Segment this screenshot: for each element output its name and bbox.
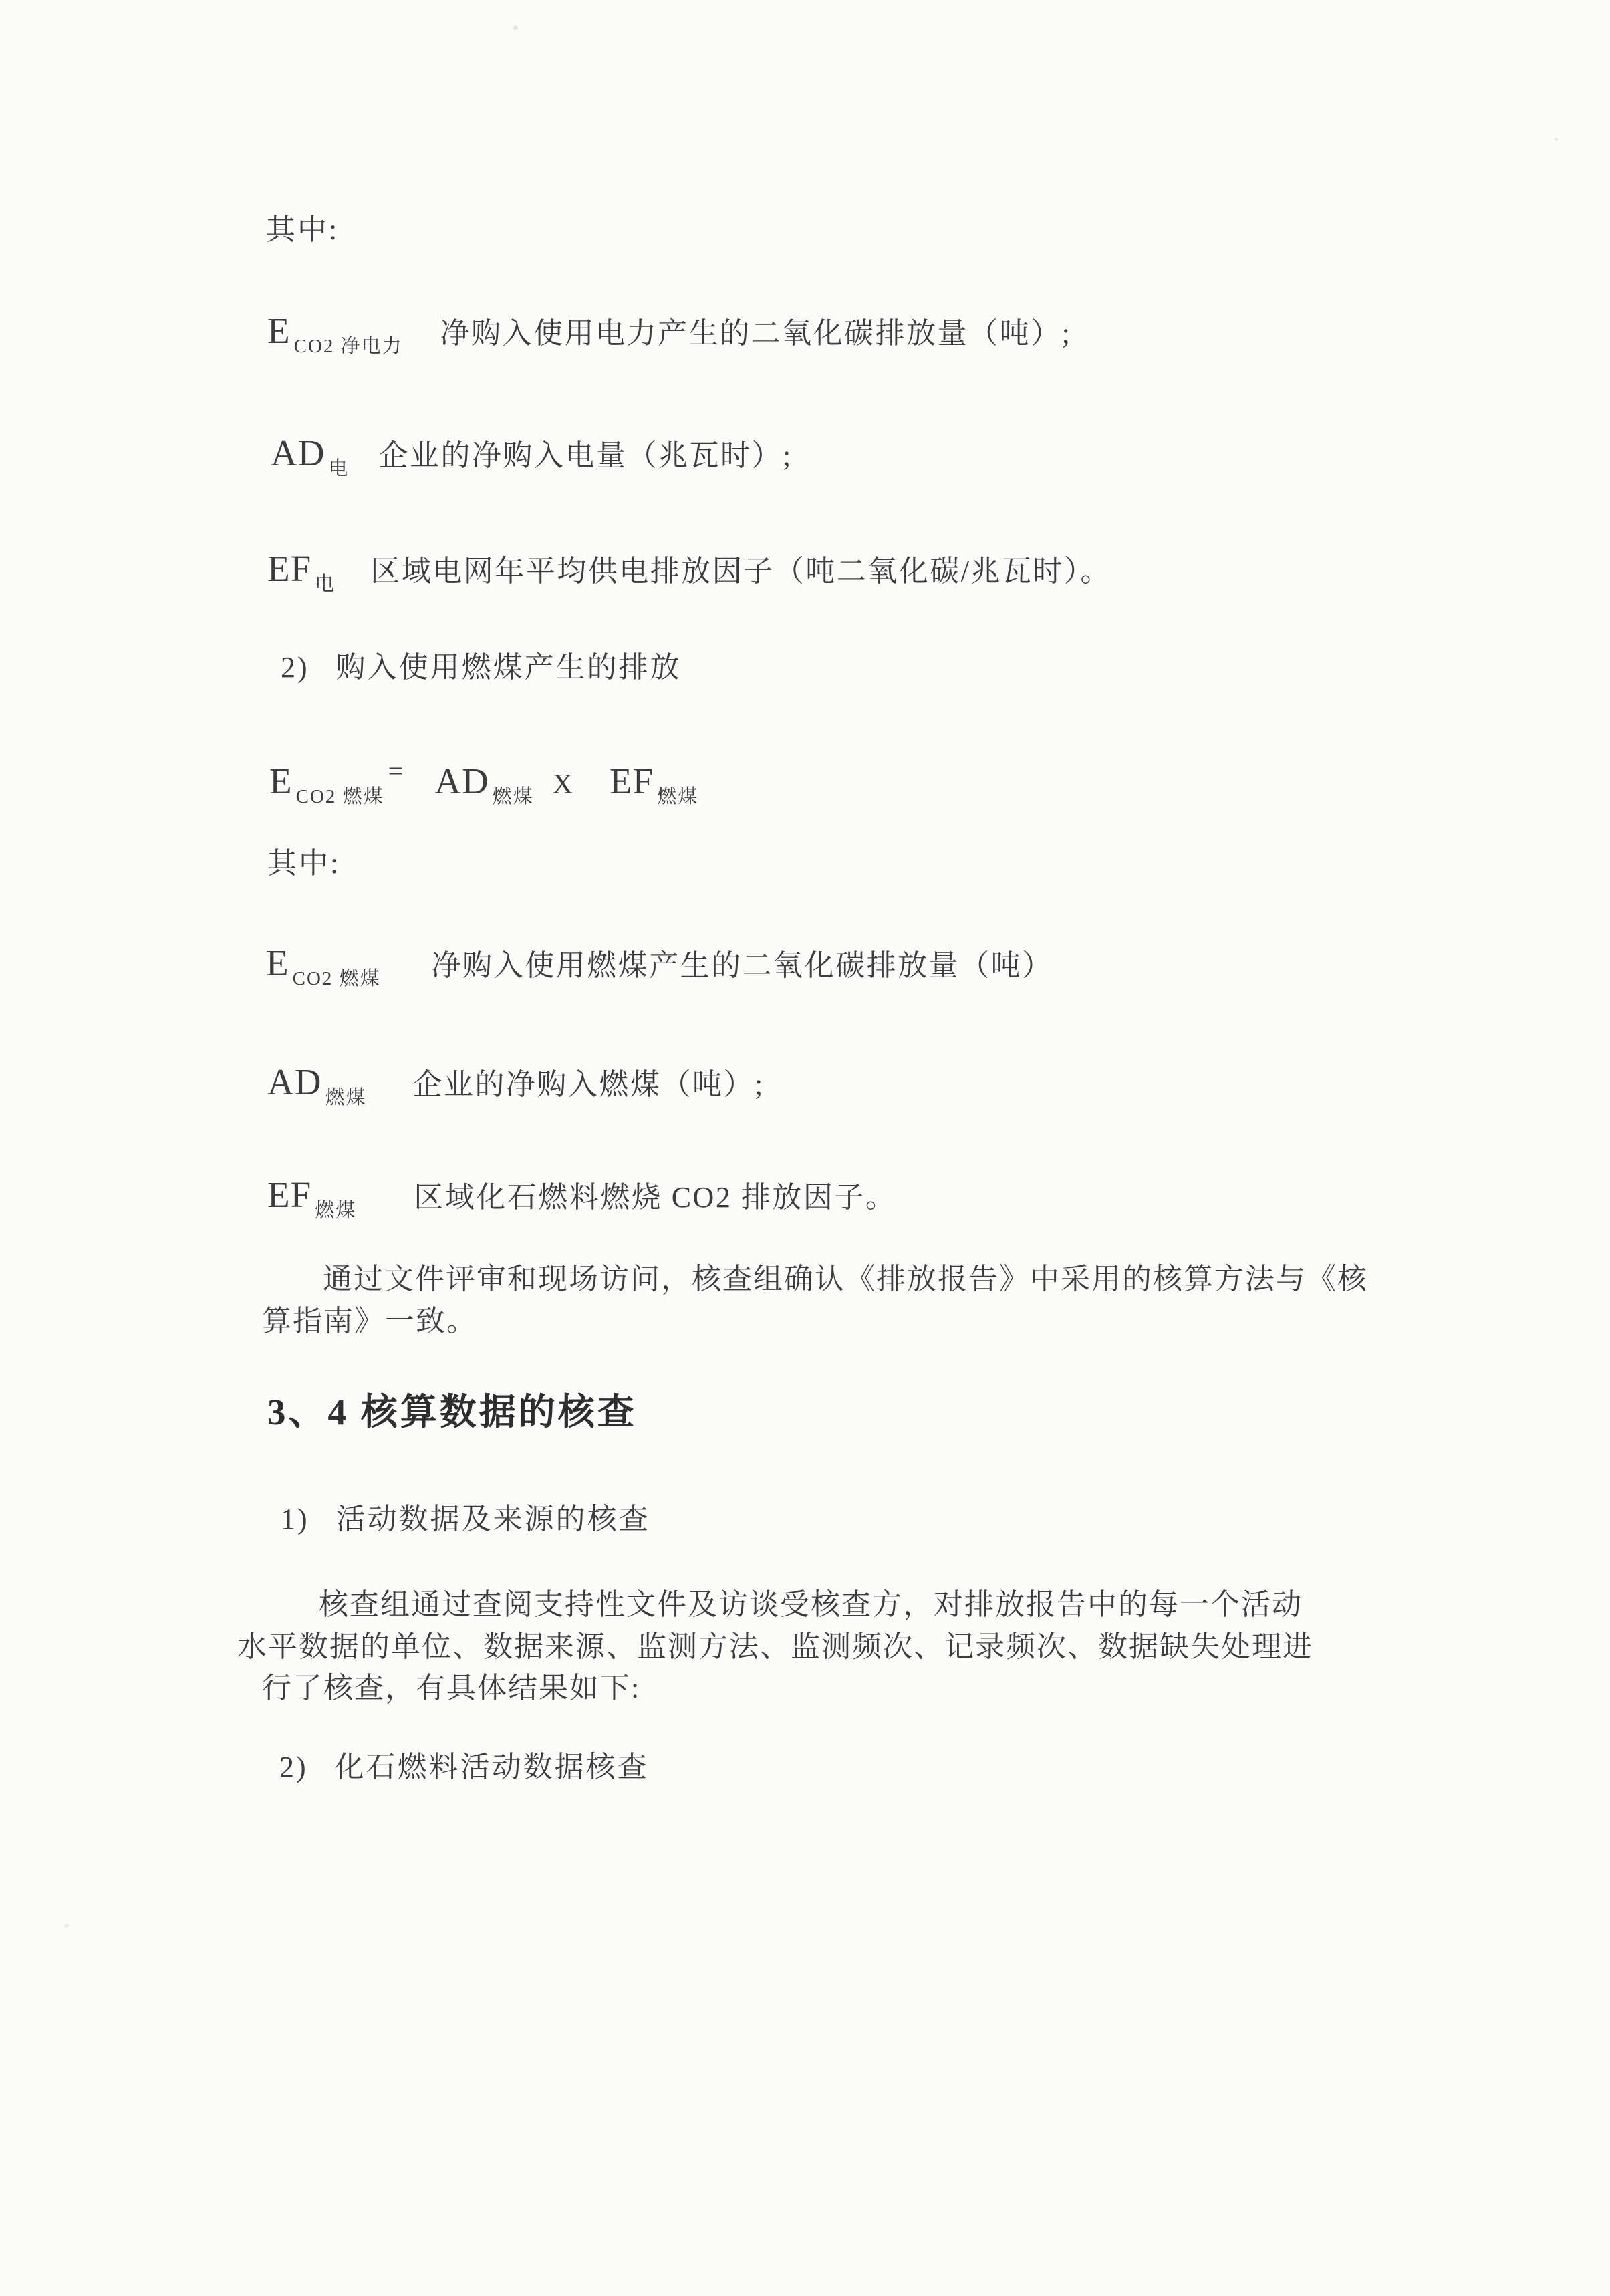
list-item-number: 1) bbox=[281, 1503, 309, 1535]
multiply-sign: X bbox=[552, 769, 575, 800]
list-item-number: 2) bbox=[279, 1751, 308, 1783]
list-item-number: 2) bbox=[281, 651, 309, 684]
scan-speck bbox=[1555, 138, 1558, 141]
definition-e-power bbox=[267, 309, 1071, 358]
among-label-1: 其中: bbox=[266, 213, 340, 246]
paragraph-activity-line2: 水平数据的单位、数据来源、监测方法、监测频次、记录频次、数据缺失处理进 bbox=[237, 1630, 1313, 1663]
definition-ad-power-desc: 企业的净购入电量（兆瓦时）; bbox=[378, 439, 793, 472]
definition-ad-coal-desc: 企业的净购入燃煤（吨）; bbox=[412, 1068, 765, 1101]
paragraph-confirm-line2: 算指南》一致。 bbox=[262, 1305, 477, 1337]
symbol-ad-coal: AD $_{燃煤}$ bbox=[267, 1061, 367, 1108]
definition-e-coal bbox=[266, 941, 1053, 991]
list-item-activity-data bbox=[281, 1502, 650, 1537]
symbol-ad-power: AD $_电$ bbox=[271, 432, 350, 479]
list-item-text: 购入使用燃煤产生的排放 bbox=[336, 651, 682, 684]
list-item-coal-emissions bbox=[281, 650, 682, 686]
definition-ad-coal bbox=[267, 1060, 765, 1110]
paragraph-activity-line1: 核查组通过查阅支持性文件及访谈受核查方，对排放报告中的每一个活动 bbox=[319, 1588, 1303, 1621]
list-item-text: 化石燃料活动数据核查 bbox=[334, 1751, 649, 1783]
equals-sign: = bbox=[388, 756, 406, 786]
definition-e-coal-desc: 净购入使用燃煤产生的二氧化碳排放量（吨） bbox=[431, 949, 1053, 982]
definition-e-power-desc: 净购入使用电力产生的二氧化碳排放量（吨）; bbox=[440, 317, 1072, 350]
definition-ad-power bbox=[271, 431, 793, 481]
section-heading: 3、4 核算数据的核查 bbox=[267, 1392, 637, 1432]
paragraph-activity-line3: 行了核查，有具体结果如下: bbox=[262, 1672, 641, 1704]
list-item-text: 活动数据及来源的核查 bbox=[336, 1503, 650, 1535]
formula-coal bbox=[269, 755, 698, 809]
definition-ef-power-desc: 区域电网年平均供电排放因子（吨二氧化碳/兆瓦时）。 bbox=[370, 555, 1111, 588]
definition-ef-coal bbox=[267, 1173, 896, 1223]
formula-e-term: E $_{CO2 燃煤}$ bbox=[269, 761, 384, 807]
formula-ef-term: EF $_{燃煤}$ bbox=[610, 761, 699, 807]
formula-ad-term: AD $_{燃煤}$ bbox=[434, 761, 534, 807]
paragraph-confirm-line1: 通过文件评审和现场访问，核查组确认《排放报告》中采用的核算方法与《核 bbox=[323, 1263, 1368, 1295]
symbol-ef-coal: EF $_{燃煤}$ bbox=[267, 1174, 357, 1221]
scan-speck bbox=[64, 1924, 69, 1928]
list-item-fossil-fuel bbox=[279, 1750, 649, 1785]
symbol-ef-power: EF $_电$ bbox=[267, 548, 336, 595]
symbol-e-power: E $_{CO2 净电力}$ bbox=[267, 310, 403, 357]
definition-ef-power bbox=[267, 547, 1111, 596]
among-label-2: 其中: bbox=[267, 847, 341, 880]
scan-speck bbox=[513, 25, 518, 30]
definition-ef-coal-desc: 区域化石燃料燃烧 CO2 排放因子。 bbox=[414, 1181, 897, 1214]
symbol-e-coal: E $_{CO2 燃煤}$ bbox=[266, 942, 381, 989]
